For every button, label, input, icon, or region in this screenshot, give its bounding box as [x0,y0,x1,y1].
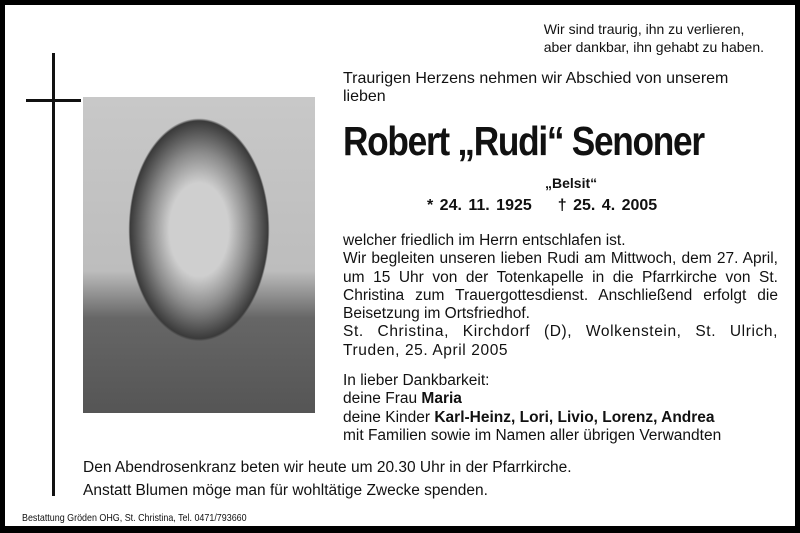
wife-prefix: deine Frau [343,390,422,408]
rosary-note: Den Abendrosenkranz beten wir heute um 20.30 Uhr in der Pfarrkirche. [83,459,572,476]
deceased-name: Robert „Rudi“ Senoner [343,118,704,164]
body-paragraph: Wir begleiten unseren lieben Rudi am Mittwoch, dem 27. April, um 15 Uhr von der Totenkapelle in die Pfarrkirche von St. Christina zum Trauergottesdienst. Anschließend erfolgt die Beisetzung im Ortsfriedhof. [343,250,778,323]
wife-line [343,390,721,408]
cross-icon-bar [26,99,81,102]
thanks-line: In lieber Dankbarkeit: [343,372,490,389]
undertaker-credit: Bestattung Gröden OHG, St. Christina, Tel. 0471/793660 [22,512,247,524]
relatives-line: mit Familien sowie im Namen aller übrigen Verwandten [343,426,722,444]
place-date: St. Christina, Kirchdorf (D), Wolkenstein, St. Ulrich, Truden, 25. April 2005 [343,323,778,359]
children-line [343,409,721,427]
portrait-photo [83,97,315,413]
death-date: † 25. 4. 2005 [557,197,658,214]
motto-line: Wir sind traurig, ihn zu verlieren, [543,21,745,37]
birth-date: * 24. 11. 1925 [427,197,532,214]
wife-name: Maria [421,390,462,408]
children-prefix: deine Kinder [343,408,435,426]
children-names: Karl-Heinz, Lori, Livio, Lorenz, Andrea [434,408,715,426]
nickname: „Belsit“ [545,175,598,191]
family-list [343,370,721,445]
footer-notes [83,456,572,502]
life-dates [427,197,683,215]
flowers-note: Anstatt Blumen möge man für wohltätige Zwecke spenden. [83,482,488,499]
motto [544,20,764,56]
notice-body [343,232,778,360]
intro-text: Traurigen Herzens nehmen wir Abschied von unserem lieben [343,70,729,105]
cross-icon [52,53,55,496]
motto-line: aber dankbar, ihn gehabt zu haben. [543,39,764,55]
body-paragraph: welcher friedlich im Herrn entschlafen ist. [343,232,626,249]
